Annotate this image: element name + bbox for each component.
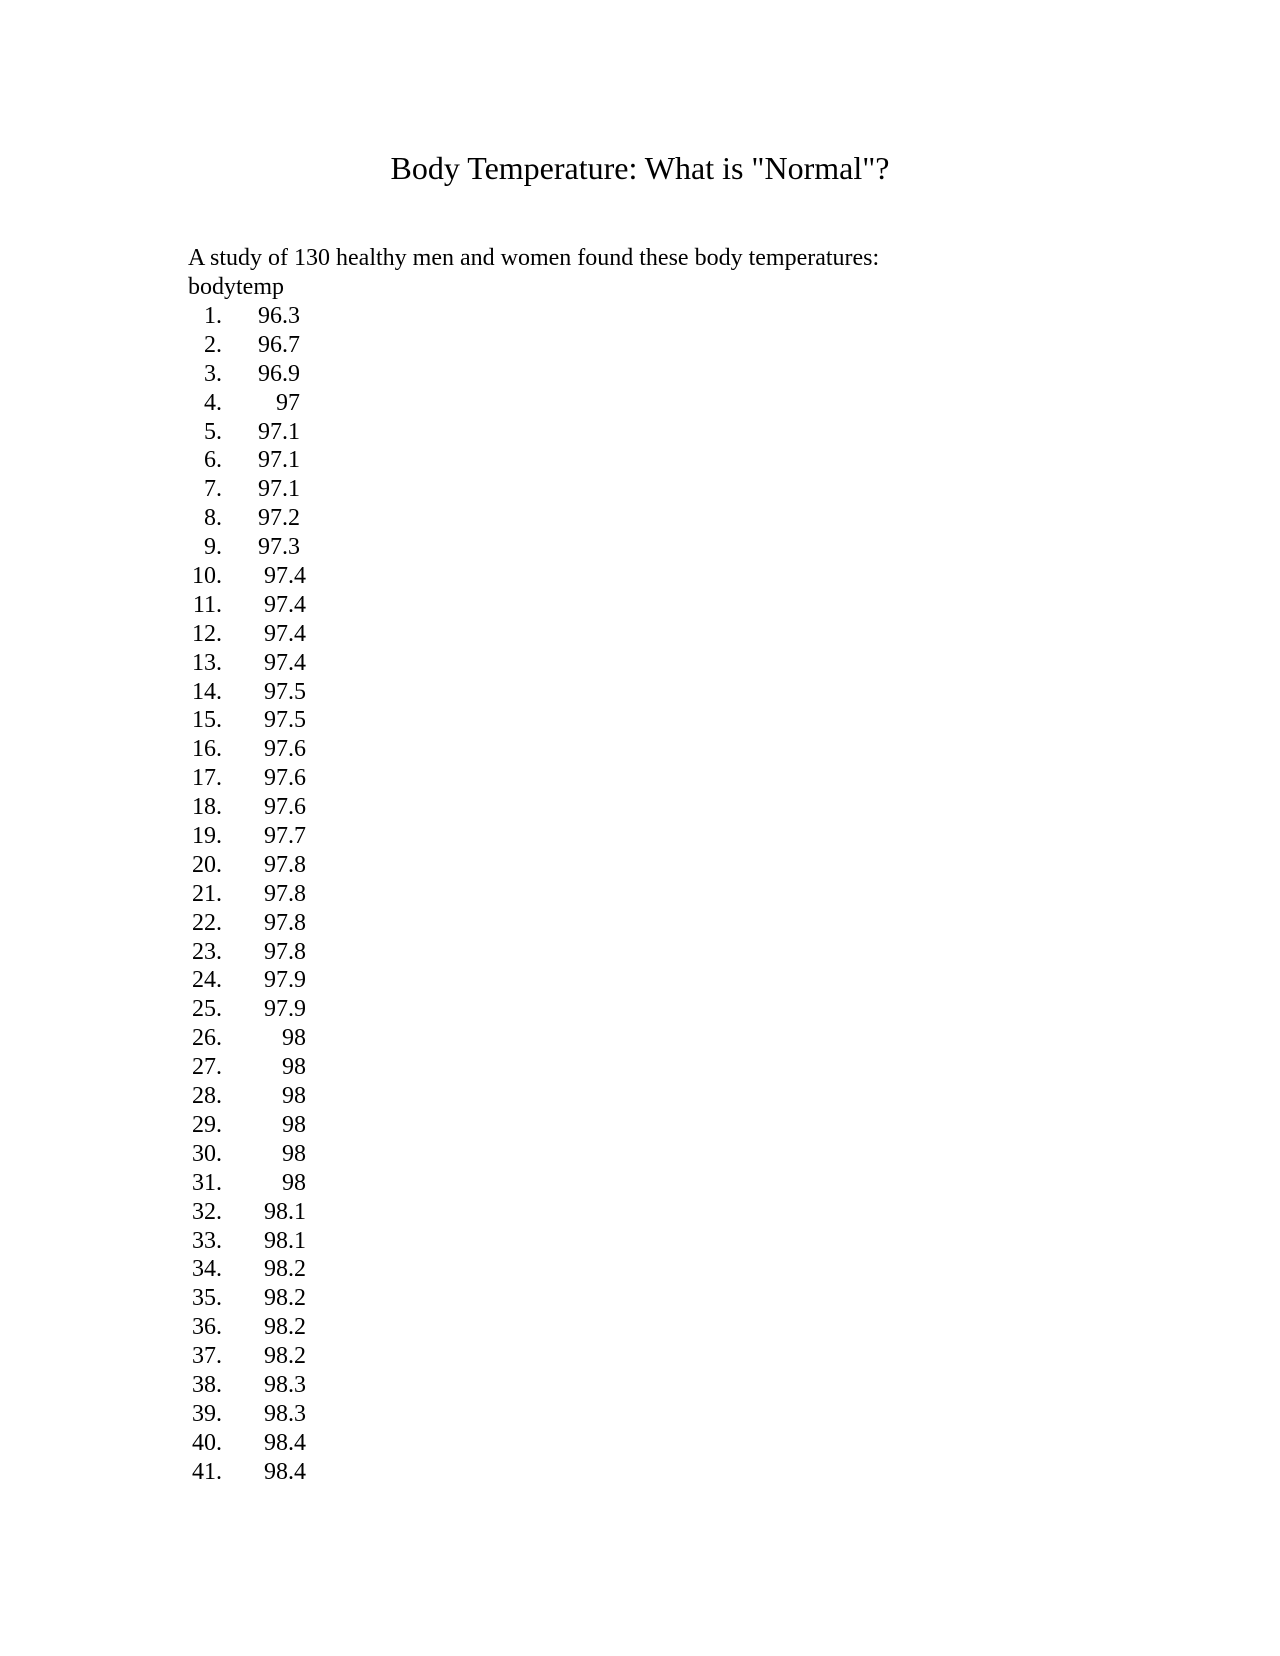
row-value: 98.2 xyxy=(264,1314,306,1341)
row-index: 29. xyxy=(192,1111,222,1138)
row-value: 96.9 xyxy=(258,360,300,387)
row-value: 97.2 xyxy=(258,505,300,532)
row-index: 32. xyxy=(192,1198,222,1225)
row-index: 4. xyxy=(204,389,222,416)
row-index: 24. xyxy=(192,967,222,994)
page-title: Body Temperature: What is "Normal"? xyxy=(390,150,890,186)
row-index: 37. xyxy=(192,1343,222,1370)
row-value: 97.1 xyxy=(258,476,300,503)
list-item xyxy=(0,995,400,1024)
list-item xyxy=(0,1082,400,1111)
row-value: 97.8 xyxy=(264,938,306,965)
row-index: 9. xyxy=(204,534,222,561)
row-value: 98.1 xyxy=(264,1227,306,1254)
list-item xyxy=(0,591,400,620)
row-value: 98.4 xyxy=(264,1429,306,1456)
list-item xyxy=(0,418,400,447)
intro-text: A study of 130 healthy men and women found these body temperatures: xyxy=(188,245,880,271)
list-item xyxy=(0,1140,400,1169)
row-index: 12. xyxy=(192,620,222,647)
row-value: 97.6 xyxy=(264,765,306,792)
row-index: 17. xyxy=(192,765,222,792)
row-index: 22. xyxy=(192,909,222,936)
row-value: 97.8 xyxy=(264,909,306,936)
row-value: 98 xyxy=(282,1111,306,1138)
row-index: 11. xyxy=(192,591,222,618)
row-value: 98.3 xyxy=(264,1400,306,1427)
list-item xyxy=(0,1227,400,1256)
row-value: 98.2 xyxy=(264,1285,306,1312)
list-item xyxy=(0,649,400,678)
row-index: 7. xyxy=(204,476,222,503)
row-value: 96.7 xyxy=(258,331,300,358)
list-item xyxy=(0,446,400,475)
list-item xyxy=(0,475,400,504)
row-value: 97.3 xyxy=(258,534,300,561)
row-index: 30. xyxy=(192,1140,222,1167)
list-item xyxy=(0,1371,400,1400)
row-index: 41. xyxy=(192,1458,222,1485)
list-item xyxy=(0,1169,400,1198)
row-index: 27. xyxy=(192,1054,222,1081)
row-index: 15. xyxy=(192,707,222,734)
data-list xyxy=(0,302,400,1487)
variable-name: bodytemp xyxy=(188,274,284,300)
list-item xyxy=(0,909,400,938)
list-item xyxy=(0,1024,400,1053)
row-value: 98.1 xyxy=(264,1198,306,1225)
row-value: 98 xyxy=(282,1025,306,1052)
row-index: 20. xyxy=(192,851,222,878)
list-item xyxy=(0,562,400,591)
list-item xyxy=(0,793,400,822)
row-value: 98.4 xyxy=(264,1458,306,1485)
row-index: 18. xyxy=(192,794,222,821)
list-item xyxy=(0,880,400,909)
row-index: 25. xyxy=(192,996,222,1023)
list-item xyxy=(0,1111,400,1140)
list-item xyxy=(0,678,400,707)
row-value: 97.1 xyxy=(258,418,300,445)
row-value: 96.3 xyxy=(258,303,300,329)
list-item xyxy=(0,302,400,331)
row-value: 97 xyxy=(276,389,300,416)
row-index: 2. xyxy=(204,331,222,358)
row-index: 5. xyxy=(204,418,222,445)
row-value: 97.1 xyxy=(258,447,300,474)
row-value: 98.3 xyxy=(264,1371,306,1398)
row-index: 39. xyxy=(192,1400,222,1427)
list-item xyxy=(0,1284,400,1313)
row-value: 98 xyxy=(282,1083,306,1110)
list-item xyxy=(0,1313,400,1342)
row-value: 97.5 xyxy=(264,707,306,734)
row-index: 14. xyxy=(192,678,222,705)
row-value: 97.6 xyxy=(264,794,306,821)
row-value: 97.6 xyxy=(264,736,306,763)
row-value: 97.8 xyxy=(264,851,306,878)
list-item xyxy=(0,1342,400,1371)
list-item xyxy=(0,938,400,967)
list-item xyxy=(0,1255,400,1284)
row-value: 97.5 xyxy=(264,678,306,705)
row-index: 16. xyxy=(192,736,222,763)
row-index: 1. xyxy=(204,303,222,329)
row-index: 28. xyxy=(192,1083,222,1110)
row-value: 98 xyxy=(282,1169,306,1196)
row-index: 26. xyxy=(192,1025,222,1052)
row-index: 3. xyxy=(204,360,222,387)
list-item xyxy=(0,735,400,764)
row-value: 98.2 xyxy=(264,1343,306,1370)
row-index: 21. xyxy=(192,880,222,907)
row-value: 97.4 xyxy=(264,620,306,647)
row-value: 97.4 xyxy=(264,591,306,618)
list-item xyxy=(0,1400,400,1429)
list-item xyxy=(0,706,400,735)
list-item xyxy=(0,389,400,418)
list-item xyxy=(0,1053,400,1082)
list-item xyxy=(0,1458,400,1487)
row-value: 97.9 xyxy=(264,996,306,1023)
row-index: 6. xyxy=(204,447,222,474)
row-value: 97.7 xyxy=(264,823,306,850)
row-index: 8. xyxy=(204,505,222,532)
list-item xyxy=(0,533,400,562)
list-item xyxy=(0,822,400,851)
list-item xyxy=(0,764,400,793)
list-item xyxy=(0,331,400,360)
row-index: 38. xyxy=(192,1371,222,1398)
row-value: 97.9 xyxy=(264,967,306,994)
row-index: 23. xyxy=(192,938,222,965)
row-value: 98 xyxy=(282,1054,306,1081)
row-value: 98.2 xyxy=(264,1256,306,1283)
list-item xyxy=(0,1198,400,1227)
list-item xyxy=(0,1429,400,1458)
row-value: 97.4 xyxy=(264,563,306,590)
list-item xyxy=(0,851,400,880)
row-index: 10. xyxy=(192,563,222,590)
row-index: 35. xyxy=(192,1285,222,1312)
row-index: 31. xyxy=(192,1169,222,1196)
list-item xyxy=(0,966,400,995)
list-item xyxy=(0,620,400,649)
row-index: 40. xyxy=(192,1429,222,1456)
row-index: 33. xyxy=(192,1227,222,1254)
list-item xyxy=(0,360,400,389)
row-value: 97.8 xyxy=(264,880,306,907)
row-index: 36. xyxy=(192,1314,222,1341)
row-index: 13. xyxy=(192,649,222,676)
list-item xyxy=(0,504,400,533)
row-value: 97.4 xyxy=(264,649,306,676)
row-index: 34. xyxy=(192,1256,222,1283)
row-index: 19. xyxy=(192,823,222,850)
row-value: 98 xyxy=(282,1140,306,1167)
